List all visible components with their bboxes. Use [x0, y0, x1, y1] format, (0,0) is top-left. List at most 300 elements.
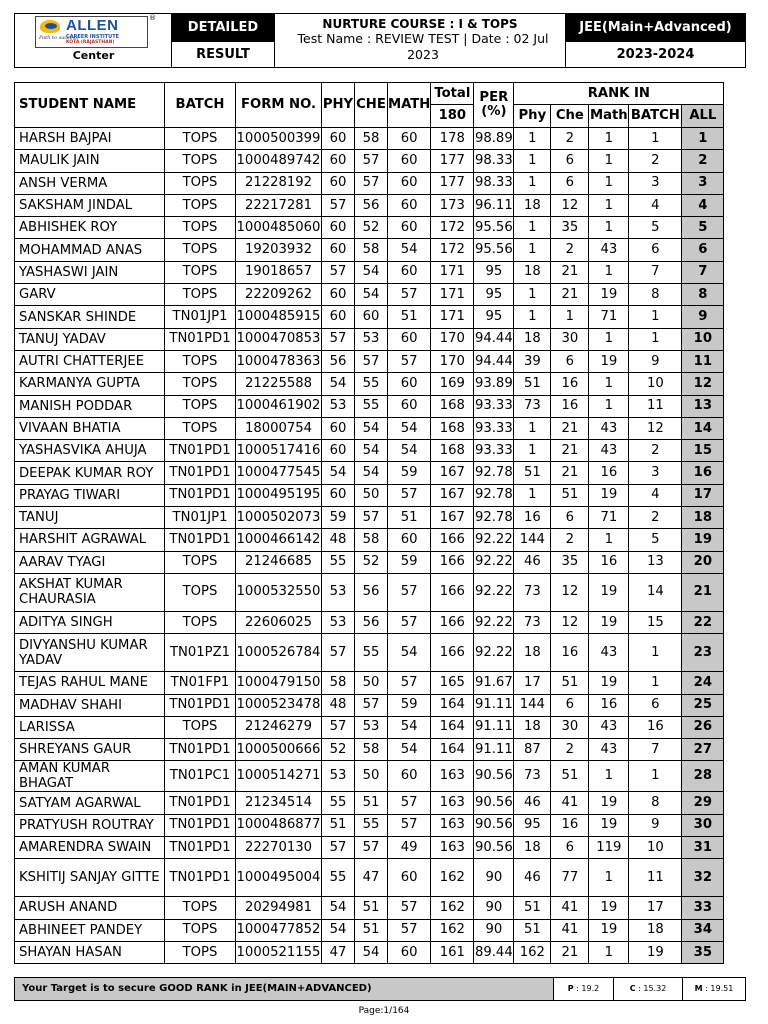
- cell-rank-phy: 46: [514, 859, 551, 897]
- cell-che: 54: [355, 417, 388, 439]
- cell-math: 54: [388, 739, 431, 761]
- cell-phy: 57: [322, 194, 355, 216]
- cell-rank-che: 21: [551, 261, 589, 283]
- che-average: [614, 978, 683, 1000]
- cell-total: 166: [431, 529, 474, 551]
- cell-math: 60: [388, 859, 431, 897]
- cell-rank-batch: 7: [629, 739, 682, 761]
- cell-phy: 47: [322, 941, 355, 963]
- cell-phy: 54: [322, 919, 355, 941]
- cell-che: 54: [355, 941, 388, 963]
- cell-rank-batch: 4: [629, 194, 682, 216]
- cell-total: 169: [431, 373, 474, 395]
- cell-rank-all: 21: [682, 573, 724, 611]
- cell-che: 55: [355, 814, 388, 836]
- table-row: [15, 551, 724, 573]
- cell-batch: TN01FP1: [165, 672, 236, 694]
- cell-che: 53: [355, 716, 388, 738]
- cell-rank-all: 1: [682, 128, 724, 150]
- cell-che: 51: [355, 897, 388, 919]
- cell-phy: 58: [322, 672, 355, 694]
- cell-rank-batch: 11: [629, 859, 682, 897]
- cell-total: 172: [431, 239, 474, 261]
- cell-rank-all: 30: [682, 814, 724, 836]
- cell-form-no: 22209262: [236, 284, 322, 306]
- cell-che: 52: [355, 217, 388, 239]
- col-total: Total: [431, 83, 474, 105]
- test-name-date: Test Name : REVIEW TEST | Date : 02 Jul 2023: [297, 31, 549, 62]
- cell-form-no: 1000477545: [236, 462, 322, 484]
- cell-batch: TN01PD1: [165, 328, 236, 350]
- cell-rank-all: 31: [682, 837, 724, 859]
- cell-rank-che: 51: [551, 761, 589, 792]
- cell-batch: TOPS: [165, 611, 236, 633]
- cell-rank-math: 19: [589, 484, 629, 506]
- cell-batch: TN01PC1: [165, 761, 236, 792]
- cell-rank-phy: 51: [514, 919, 551, 941]
- cell-batch: TOPS: [165, 261, 236, 283]
- logo-cell: [15, 14, 172, 67]
- cell-rank-all: 33: [682, 897, 724, 919]
- cell-rank-math: 1: [589, 172, 629, 194]
- table-row: [15, 694, 724, 716]
- cell-form-no: 21225588: [236, 373, 322, 395]
- cell-name: KSHITIJ SANJAY GITTE: [15, 859, 165, 897]
- cell-rank-phy: 18: [514, 716, 551, 738]
- cell-che: 60: [355, 306, 388, 328]
- cell-rank-all: 10: [682, 328, 724, 350]
- table-row: [15, 814, 724, 836]
- cell-per: 90.56: [474, 792, 514, 814]
- cell-name: HARSH BAJPAI: [15, 128, 165, 150]
- cell-batch: TN01PD1: [165, 837, 236, 859]
- cell-batch: TOPS: [165, 551, 236, 573]
- cell-name: LARISSA: [15, 716, 165, 738]
- cell-rank-all: 12: [682, 373, 724, 395]
- table-row: [15, 350, 724, 372]
- cell-math: 59: [388, 462, 431, 484]
- col-total-max: 180: [431, 105, 474, 128]
- cell-rank-che: 6: [551, 350, 589, 372]
- cell-math: 60: [388, 172, 431, 194]
- cell-rank-phy: 73: [514, 761, 551, 792]
- cell-name: ARUSH ANAND: [15, 897, 165, 919]
- cell-rank-batch: 18: [629, 919, 682, 941]
- cell-che: 55: [355, 395, 388, 417]
- cell-total: 173: [431, 194, 474, 216]
- cell-total: 177: [431, 150, 474, 172]
- cell-name: KARMANYA GUPTA: [15, 373, 165, 395]
- cell-rank-phy: 18: [514, 634, 551, 672]
- cell-per: 98.89: [474, 128, 514, 150]
- results-table: [14, 82, 724, 964]
- cell-rank-all: 3: [682, 172, 724, 194]
- cell-phy: 60: [322, 172, 355, 194]
- page-number: Page:1/164: [358, 1006, 410, 1016]
- cell-rank-phy: 1: [514, 306, 551, 328]
- cell-math: 60: [388, 261, 431, 283]
- cell-rank-phy: 51: [514, 373, 551, 395]
- cell-form-no: 1000517416: [236, 440, 322, 462]
- cell-rank-che: 21: [551, 417, 589, 439]
- cell-total: 166: [431, 611, 474, 633]
- cell-phy: 60: [322, 440, 355, 462]
- cell-rank-batch: 1: [629, 634, 682, 672]
- cell-rank-phy: 46: [514, 792, 551, 814]
- cell-total: 168: [431, 417, 474, 439]
- cell-rank-math: 1: [589, 859, 629, 897]
- cell-math: 57: [388, 573, 431, 611]
- cell-name: TANUJ YADAV: [15, 328, 165, 350]
- cell-rank-math: 1: [589, 941, 629, 963]
- cell-phy: 54: [322, 897, 355, 919]
- col-che: CHE: [355, 83, 388, 128]
- cell-form-no: 19203932: [236, 239, 322, 261]
- cell-form-no: 22217281: [236, 194, 322, 216]
- cell-rank-batch: 15: [629, 611, 682, 633]
- table-row: [15, 128, 724, 150]
- cell-math: 57: [388, 484, 431, 506]
- cell-phy: 54: [322, 462, 355, 484]
- cell-phy: 52: [322, 739, 355, 761]
- cell-name: AKSHAT KUMAR CHAURASIA: [15, 573, 165, 611]
- cell-rank-all: 23: [682, 634, 724, 672]
- cell-rank-phy: 1: [514, 417, 551, 439]
- cell-rank-che: 16: [551, 814, 589, 836]
- cell-phy: 57: [322, 837, 355, 859]
- cell-rank-math: 1: [589, 373, 629, 395]
- cell-per: 96.11: [474, 194, 514, 216]
- cell-che: 55: [355, 634, 388, 672]
- cell-total: 163: [431, 837, 474, 859]
- cell-rank-batch: 4: [629, 484, 682, 506]
- cell-total: 170: [431, 350, 474, 372]
- cell-rank-math: 43: [589, 634, 629, 672]
- cell-rank-che: 2: [551, 529, 589, 551]
- cell-total: 162: [431, 897, 474, 919]
- cell-name: TANUJ: [15, 507, 165, 529]
- cell-rank-all: 15: [682, 440, 724, 462]
- cell-rank-phy: 18: [514, 328, 551, 350]
- cell-total: 165: [431, 672, 474, 694]
- cell-name: GARV: [15, 284, 165, 306]
- cell-rank-all: 14: [682, 417, 724, 439]
- cell-form-no: 1000470853: [236, 328, 322, 350]
- logo-location: KOTA (RAJASTHAN): [66, 40, 115, 45]
- logo-subtitle: CAREER INSTITUTE: [66, 34, 120, 40]
- cell-total: 164: [431, 739, 474, 761]
- cell-rank-all: 2: [682, 150, 724, 172]
- cell-rank-che: 41: [551, 897, 589, 919]
- table-row: [15, 150, 724, 172]
- cell-phy: 57: [322, 328, 355, 350]
- che-average-value: : 15.32: [638, 984, 667, 993]
- cell-rank-math: 19: [589, 919, 629, 941]
- cell-total: 163: [431, 814, 474, 836]
- cell-per: 92.78: [474, 507, 514, 529]
- cell-form-no: 1000485915: [236, 306, 322, 328]
- cell-name: MANISH PODDAR: [15, 395, 165, 417]
- cell-rank-all: 22: [682, 611, 724, 633]
- cell-rank-phy: 51: [514, 462, 551, 484]
- cell-rank-phy: 73: [514, 611, 551, 633]
- table-row: [15, 328, 724, 350]
- cell-phy: 60: [322, 306, 355, 328]
- cell-rank-math: 43: [589, 239, 629, 261]
- cell-rank-che: 2: [551, 739, 589, 761]
- cell-rank-che: 1: [551, 306, 589, 328]
- logo-tagline: Path to success: [39, 35, 79, 41]
- table-row: [15, 239, 724, 261]
- cell-batch: TOPS: [165, 217, 236, 239]
- cell-rank-math: 43: [589, 716, 629, 738]
- cell-rank-math: 19: [589, 814, 629, 836]
- cell-rank-batch: 10: [629, 373, 682, 395]
- cell-name: TEJAS RAHUL MANE: [15, 672, 165, 694]
- table-row: [15, 859, 724, 897]
- cell-per: 93.33: [474, 417, 514, 439]
- cell-rank-batch: 9: [629, 350, 682, 372]
- cell-rank-phy: 18: [514, 194, 551, 216]
- phy-average-label: P: [567, 984, 574, 993]
- table-row: [15, 507, 724, 529]
- cell-rank-batch: 3: [629, 172, 682, 194]
- cell-name: AMARENDRA SWAIN: [15, 837, 165, 859]
- footer-bar: [14, 977, 746, 1001]
- cell-form-no: 1000526784: [236, 634, 322, 672]
- col-rank-che: Che: [551, 105, 589, 128]
- cell-rank-che: 30: [551, 328, 589, 350]
- cell-phy: 60: [322, 284, 355, 306]
- table-row: [15, 634, 724, 672]
- cell-rank-che: 12: [551, 611, 589, 633]
- col-rank-all: ALL: [682, 105, 724, 128]
- cell-rank-che: 12: [551, 573, 589, 611]
- cell-rank-math: 19: [589, 897, 629, 919]
- cell-che: 58: [355, 739, 388, 761]
- cell-rank-phy: 51: [514, 897, 551, 919]
- cell-rank-batch: 1: [629, 672, 682, 694]
- cell-rank-math: 43: [589, 440, 629, 462]
- table-row: [15, 462, 724, 484]
- cell-math: 60: [388, 941, 431, 963]
- cell-rank-che: 6: [551, 837, 589, 859]
- cell-che: 57: [355, 507, 388, 529]
- cell-rank-phy: 46: [514, 551, 551, 573]
- cell-per: 94.44: [474, 328, 514, 350]
- cell-rank-math: 19: [589, 792, 629, 814]
- cell-per: 90: [474, 897, 514, 919]
- cell-rank-math: 1: [589, 150, 629, 172]
- cell-batch: TOPS: [165, 194, 236, 216]
- cell-rank-batch: 9: [629, 814, 682, 836]
- cell-phy: 56: [322, 350, 355, 372]
- cell-phy: 54: [322, 373, 355, 395]
- cell-form-no: 1000477852: [236, 919, 322, 941]
- cell-che: 52: [355, 551, 388, 573]
- cell-phy: 53: [322, 611, 355, 633]
- cell-rank-phy: 39: [514, 350, 551, 372]
- cell-batch: TOPS: [165, 919, 236, 941]
- cell-rank-batch: 17: [629, 897, 682, 919]
- cell-per: 92.22: [474, 551, 514, 573]
- cell-name: ABHISHEK ROY: [15, 217, 165, 239]
- cell-name: SAKSHAM JINDAL: [15, 194, 165, 216]
- cell-rank-batch: 2: [629, 440, 682, 462]
- cell-total: 178: [431, 128, 474, 150]
- cell-rank-che: 41: [551, 792, 589, 814]
- cell-rank-phy: 16: [514, 507, 551, 529]
- cell-math: 60: [388, 128, 431, 150]
- cell-form-no: 21246279: [236, 716, 322, 738]
- cell-rank-all: 25: [682, 694, 724, 716]
- cell-form-no: 18000754: [236, 417, 322, 439]
- cell-math: 60: [388, 150, 431, 172]
- cell-rank-che: 51: [551, 484, 589, 506]
- cell-name: ADITYA SINGH: [15, 611, 165, 633]
- cell-phy: 48: [322, 529, 355, 551]
- cell-che: 56: [355, 194, 388, 216]
- cell-rank-batch: 1: [629, 761, 682, 792]
- cell-name: DIVYANSHU KUMAR YADAV: [15, 634, 165, 672]
- cell-rank-phy: 1: [514, 284, 551, 306]
- cell-batch: TOPS: [165, 128, 236, 150]
- cell-rank-math: 1: [589, 395, 629, 417]
- cell-rank-math: 19: [589, 611, 629, 633]
- cell-math: 60: [388, 217, 431, 239]
- cell-phy: 48: [322, 694, 355, 716]
- cell-per: 89.44: [474, 941, 514, 963]
- cell-total: 161: [431, 941, 474, 963]
- cell-rank-phy: 144: [514, 529, 551, 551]
- cell-math: 49: [388, 837, 431, 859]
- cell-name: SANSKAR SHINDE: [15, 306, 165, 328]
- cell-form-no: 1000514271: [236, 761, 322, 792]
- cell-name: ABHINEET PANDEY: [15, 919, 165, 941]
- cell-che: 51: [355, 919, 388, 941]
- cell-rank-batch: 7: [629, 261, 682, 283]
- cell-math: 57: [388, 672, 431, 694]
- registered-mark: ®: [149, 14, 156, 22]
- cell-form-no: 1000461902: [236, 395, 322, 417]
- cell-rank-batch: 11: [629, 395, 682, 417]
- cell-per: 92.22: [474, 611, 514, 633]
- cell-total: 167: [431, 484, 474, 506]
- cell-phy: 55: [322, 551, 355, 573]
- cell-per: 92.22: [474, 573, 514, 611]
- cell-math: 57: [388, 611, 431, 633]
- cell-rank-math: 19: [589, 284, 629, 306]
- math-average-label: M: [694, 984, 703, 993]
- cell-math: 54: [388, 417, 431, 439]
- cell-rank-phy: 18: [514, 837, 551, 859]
- cell-rank-math: 43: [589, 739, 629, 761]
- cell-batch: TOPS: [165, 172, 236, 194]
- cell-per: 91.11: [474, 739, 514, 761]
- cell-per: 98.33: [474, 172, 514, 194]
- cell-rank-che: 6: [551, 172, 589, 194]
- table-row: [15, 417, 724, 439]
- cell-che: 54: [355, 261, 388, 283]
- cell-rank-phy: 1: [514, 150, 551, 172]
- phy-average: [554, 978, 614, 1000]
- table-row: [15, 573, 724, 611]
- table-row: [15, 761, 724, 792]
- cell-rank-phy: 162: [514, 941, 551, 963]
- cell-rank-all: 26: [682, 716, 724, 738]
- result-label: RESULT: [172, 41, 274, 69]
- col-student-name: STUDENT NAME: [15, 83, 165, 128]
- table-row: [15, 672, 724, 694]
- cell-form-no: 1000502073: [236, 507, 322, 529]
- cell-math: 57: [388, 792, 431, 814]
- cell-rank-che: 21: [551, 941, 589, 963]
- che-average-label: C: [629, 984, 636, 993]
- cell-batch: TOPS: [165, 417, 236, 439]
- cell-form-no: 1000495195: [236, 484, 322, 506]
- cell-rank-che: 12: [551, 194, 589, 216]
- cell-total: 167: [431, 462, 474, 484]
- cell-rank-che: 77: [551, 859, 589, 897]
- cell-rank-all: 6: [682, 239, 724, 261]
- table-row: [15, 217, 724, 239]
- cell-rank-batch: 19: [629, 941, 682, 963]
- cell-batch: TN01PD1: [165, 694, 236, 716]
- cell-rank-che: 35: [551, 551, 589, 573]
- cell-form-no: 21246685: [236, 551, 322, 573]
- cell-form-no: 21234514: [236, 792, 322, 814]
- cell-rank-math: 1: [589, 261, 629, 283]
- cell-rank-all: 18: [682, 507, 724, 529]
- cell-per: 93.33: [474, 440, 514, 462]
- col-rank-batch: BATCH: [629, 105, 682, 128]
- cell-form-no: 22270130: [236, 837, 322, 859]
- cell-rank-phy: 1: [514, 172, 551, 194]
- logo-brand: ALLEN: [66, 17, 119, 34]
- cell-phy: 55: [322, 859, 355, 897]
- table-row: [15, 395, 724, 417]
- cell-form-no: 21228192: [236, 172, 322, 194]
- cell-batch: TN01PD1: [165, 814, 236, 836]
- cell-math: 59: [388, 551, 431, 573]
- cell-che: 57: [355, 172, 388, 194]
- cell-math: 51: [388, 507, 431, 529]
- table-row: [15, 792, 724, 814]
- table-row: [15, 716, 724, 738]
- cell-che: 47: [355, 859, 388, 897]
- table-row: [15, 484, 724, 506]
- cell-rank-phy: 1: [514, 217, 551, 239]
- cell-rank-phy: 73: [514, 573, 551, 611]
- phy-average-value: : 19.2: [576, 984, 600, 993]
- cell-rank-all: 17: [682, 484, 724, 506]
- cell-phy: 60: [322, 417, 355, 439]
- cell-per: 94.44: [474, 350, 514, 372]
- cell-phy: 53: [322, 761, 355, 792]
- cell-rank-math: 16: [589, 551, 629, 573]
- col-phy: PHY: [322, 83, 355, 128]
- cell-rank-math: 71: [589, 306, 629, 328]
- cell-rank-phy: 1: [514, 239, 551, 261]
- cell-name: MADHAV SHAHI: [15, 694, 165, 716]
- cell-name: AMAN KUMAR BHAGAT: [15, 761, 165, 792]
- cell-form-no: 1000478363: [236, 350, 322, 372]
- target-message: Your Target is to secure GOOD RANK in JEE(MAIN+ADVANCED): [15, 978, 554, 1000]
- cell-math: 60: [388, 761, 431, 792]
- cell-rank-all: 29: [682, 792, 724, 814]
- cell-total: 170: [431, 328, 474, 350]
- detailed-result-cell: [172, 14, 275, 67]
